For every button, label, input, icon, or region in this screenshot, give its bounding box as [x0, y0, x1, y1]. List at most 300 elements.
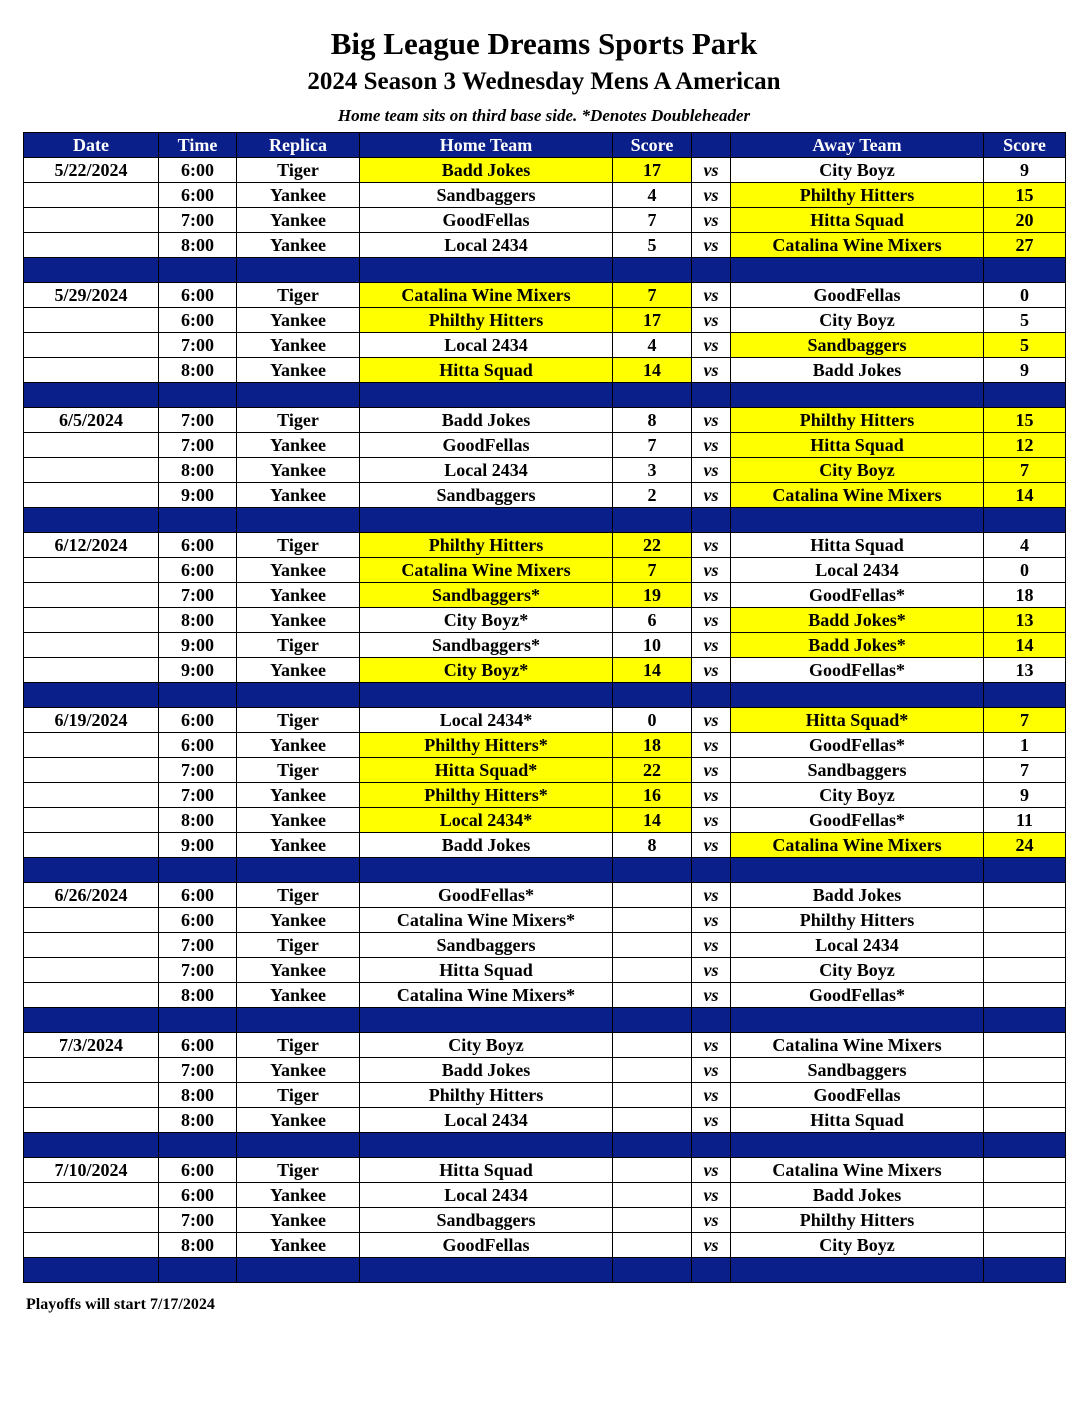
separator-cell — [613, 1133, 692, 1158]
separator-cell — [613, 1258, 692, 1283]
away-team: Catalina Wine Mixers — [731, 233, 984, 258]
home-team: Catalina Wine Mixers* — [360, 908, 613, 933]
away-score: 14 — [984, 633, 1066, 658]
game-date — [24, 633, 159, 658]
separator-cell — [159, 383, 237, 408]
home-score — [613, 1183, 692, 1208]
home-score — [613, 1158, 692, 1183]
column-header-date: Date — [24, 133, 159, 158]
home-team: Philthy Hitters — [360, 308, 613, 333]
table-row — [24, 1158, 1066, 1183]
table-row — [24, 908, 1066, 933]
separator-cell — [613, 683, 692, 708]
table-row — [24, 1108, 1066, 1133]
home-score — [613, 1108, 692, 1133]
away-team: Hitta Squad — [731, 533, 984, 558]
separator-cell — [692, 858, 731, 883]
separator-cell — [360, 1133, 613, 1158]
game-time: 6:00 — [159, 908, 237, 933]
table-row — [24, 1233, 1066, 1258]
home-team: Philthy Hitters* — [360, 783, 613, 808]
away-team: GoodFellas* — [731, 658, 984, 683]
vs-label: vs — [692, 833, 731, 858]
away-team: Hitta Squad — [731, 1108, 984, 1133]
separator-cell — [984, 1258, 1066, 1283]
table-row — [24, 483, 1066, 508]
game-time: 8:00 — [159, 1108, 237, 1133]
field-replica: Yankee — [237, 658, 360, 683]
field-replica: Yankee — [237, 1233, 360, 1258]
home-score: 8 — [613, 833, 692, 858]
separator-cell — [692, 1008, 731, 1033]
separator-cell — [159, 683, 237, 708]
home-team: GoodFellas — [360, 208, 613, 233]
away-team: GoodFellas — [731, 1083, 984, 1108]
away-score: 11 — [984, 808, 1066, 833]
home-team: Local 2434 — [360, 233, 613, 258]
game-time: 8:00 — [159, 358, 237, 383]
away-score: 9 — [984, 158, 1066, 183]
field-replica: Yankee — [237, 958, 360, 983]
home-team: City Boyz* — [360, 658, 613, 683]
table-row — [24, 983, 1066, 1008]
home-team: Hitta Squad* — [360, 758, 613, 783]
field-replica: Yankee — [237, 333, 360, 358]
away-team: Philthy Hitters — [731, 183, 984, 208]
home-score — [613, 1233, 692, 1258]
home-score: 4 — [613, 333, 692, 358]
home-score: 7 — [613, 208, 692, 233]
table-row — [24, 1083, 1066, 1108]
vs-label: vs — [692, 533, 731, 558]
home-score: 17 — [613, 308, 692, 333]
separator-cell — [984, 258, 1066, 283]
away-team: City Boyz — [731, 308, 984, 333]
table-row — [24, 1058, 1066, 1083]
game-time: 6:00 — [159, 183, 237, 208]
field-replica: Yankee — [237, 1058, 360, 1083]
away-score: 13 — [984, 658, 1066, 683]
away-score: 0 — [984, 558, 1066, 583]
separator-cell — [731, 1258, 984, 1283]
vs-label: vs — [692, 333, 731, 358]
game-date — [24, 758, 159, 783]
away-team: Badd Jokes* — [731, 633, 984, 658]
separator-cell — [984, 1008, 1066, 1033]
game-date — [24, 733, 159, 758]
vs-label: vs — [692, 933, 731, 958]
vs-label: vs — [692, 233, 731, 258]
game-time: 8:00 — [159, 983, 237, 1008]
separator-cell — [237, 1133, 360, 1158]
game-time: 7:00 — [159, 583, 237, 608]
home-team: GoodFellas — [360, 1233, 613, 1258]
home-score — [613, 883, 692, 908]
home-score: 5 — [613, 233, 692, 258]
separator-cell — [692, 1133, 731, 1158]
home-team: Catalina Wine Mixers — [360, 283, 613, 308]
vs-label: vs — [692, 458, 731, 483]
table-header-row — [24, 133, 1066, 158]
field-replica: Tiger — [237, 158, 360, 183]
separator-cell — [731, 1133, 984, 1158]
home-score — [613, 1083, 692, 1108]
away-score: 5 — [984, 333, 1066, 358]
game-date — [24, 783, 159, 808]
home-score: 22 — [613, 533, 692, 558]
home-team: Philthy Hitters* — [360, 733, 613, 758]
away-score — [984, 1183, 1066, 1208]
home-team: Badd Jokes — [360, 1058, 613, 1083]
game-time: 6:00 — [159, 1033, 237, 1058]
separator-cell — [24, 508, 159, 533]
game-date: 5/22/2024 — [24, 158, 159, 183]
game-time: 8:00 — [159, 233, 237, 258]
home-score — [613, 1033, 692, 1058]
table-row — [24, 958, 1066, 983]
field-replica: Yankee — [237, 433, 360, 458]
vs-label: vs — [692, 1058, 731, 1083]
away-score: 12 — [984, 433, 1066, 458]
separator-cell — [731, 508, 984, 533]
vs-label: vs — [692, 558, 731, 583]
column-header-time: Time — [159, 133, 237, 158]
vs-label: vs — [692, 733, 731, 758]
home-score: 3 — [613, 458, 692, 483]
table-row — [24, 1208, 1066, 1233]
home-score: 8 — [613, 408, 692, 433]
home-score: 0 — [613, 708, 692, 733]
vs-label: vs — [692, 1208, 731, 1233]
away-team: City Boyz — [731, 158, 984, 183]
field-replica: Tiger — [237, 1033, 360, 1058]
separator-cell — [984, 383, 1066, 408]
away-score: 4 — [984, 533, 1066, 558]
game-date — [24, 833, 159, 858]
vs-label: vs — [692, 1083, 731, 1108]
game-date — [24, 458, 159, 483]
field-replica: Tiger — [237, 633, 360, 658]
game-time: 7:00 — [159, 933, 237, 958]
away-score: 7 — [984, 758, 1066, 783]
away-team: Catalina Wine Mixers — [731, 483, 984, 508]
table-row — [24, 758, 1066, 783]
game-date — [24, 358, 159, 383]
field-replica: Tiger — [237, 1083, 360, 1108]
vs-label: vs — [692, 708, 731, 733]
table-row — [24, 733, 1066, 758]
vs-label: vs — [692, 158, 731, 183]
away-score: 27 — [984, 233, 1066, 258]
field-replica: Yankee — [237, 558, 360, 583]
game-time: 9:00 — [159, 833, 237, 858]
column-header-home-team: Home Team — [360, 133, 613, 158]
field-replica: Tiger — [237, 533, 360, 558]
game-time: 6:00 — [159, 533, 237, 558]
away-score: 18 — [984, 583, 1066, 608]
away-score — [984, 1108, 1066, 1133]
separator-cell — [237, 258, 360, 283]
table-row — [24, 283, 1066, 308]
game-date — [24, 483, 159, 508]
home-score — [613, 1058, 692, 1083]
separator-cell — [984, 683, 1066, 708]
game-time: 9:00 — [159, 483, 237, 508]
separator-cell — [237, 1258, 360, 1283]
home-score — [613, 1208, 692, 1233]
away-team: Catalina Wine Mixers — [731, 1158, 984, 1183]
away-score: 7 — [984, 708, 1066, 733]
away-score: 7 — [984, 458, 1066, 483]
away-score: 9 — [984, 358, 1066, 383]
separator-cell — [24, 1008, 159, 1033]
week-separator-row — [24, 258, 1066, 283]
column-header-away-score: Score — [984, 133, 1066, 158]
vs-label: vs — [692, 808, 731, 833]
page-title: Big League Dreams Sports Park — [330, 26, 758, 61]
vs-label: vs — [692, 433, 731, 458]
separator-cell — [360, 508, 613, 533]
away-team: City Boyz — [731, 783, 984, 808]
table-row — [24, 808, 1066, 833]
week-separator-row — [24, 508, 1066, 533]
away-score: 20 — [984, 208, 1066, 233]
game-date — [24, 608, 159, 633]
away-team: GoodFellas* — [731, 733, 984, 758]
away-team: Hitta Squad — [731, 208, 984, 233]
separator-cell — [360, 1258, 613, 1283]
away-score — [984, 1208, 1066, 1233]
away-team: Badd Jokes* — [731, 608, 984, 633]
game-time: 6:00 — [159, 1158, 237, 1183]
home-score: 22 — [613, 758, 692, 783]
field-replica: Yankee — [237, 1183, 360, 1208]
game-time: 8:00 — [159, 1083, 237, 1108]
away-team: Philthy Hitters — [731, 908, 984, 933]
away-score: 5 — [984, 308, 1066, 333]
table-row — [24, 658, 1066, 683]
separator-cell — [731, 1008, 984, 1033]
game-date — [24, 1083, 159, 1108]
away-team: Catalina Wine Mixers — [731, 1033, 984, 1058]
game-time: 8:00 — [159, 458, 237, 483]
column-header-vs — [692, 133, 731, 158]
field-replica: Yankee — [237, 808, 360, 833]
home-team: GoodFellas* — [360, 883, 613, 908]
game-date: 5/29/2024 — [24, 283, 159, 308]
separator-cell — [613, 508, 692, 533]
away-team: Sandbaggers — [731, 1058, 984, 1083]
separator-cell — [692, 508, 731, 533]
table-row — [24, 333, 1066, 358]
table-row — [24, 833, 1066, 858]
week-separator-row — [24, 383, 1066, 408]
home-score: 10 — [613, 633, 692, 658]
home-team: Local 2434 — [360, 1183, 613, 1208]
game-date — [24, 1233, 159, 1258]
separator-cell — [237, 683, 360, 708]
field-replica: Yankee — [237, 183, 360, 208]
away-team: Badd Jokes — [731, 358, 984, 383]
separator-cell — [731, 258, 984, 283]
game-date — [24, 558, 159, 583]
schedule-body — [24, 158, 1066, 1283]
game-date: 6/26/2024 — [24, 883, 159, 908]
game-date — [24, 583, 159, 608]
vs-label: vs — [692, 183, 731, 208]
away-team: GoodFellas — [731, 283, 984, 308]
separator-cell — [731, 683, 984, 708]
field-replica: Yankee — [237, 733, 360, 758]
field-replica: Yankee — [237, 608, 360, 633]
home-score: 7 — [613, 433, 692, 458]
field-replica: Yankee — [237, 308, 360, 333]
vs-label: vs — [692, 1233, 731, 1258]
page-subtitle: 2024 Season 3 Wednesday Mens A American — [307, 68, 781, 95]
away-score: 13 — [984, 608, 1066, 633]
home-team: Hitta Squad — [360, 1158, 613, 1183]
away-team: GoodFellas* — [731, 808, 984, 833]
home-team: Local 2434* — [360, 808, 613, 833]
home-team: Sandbaggers — [360, 933, 613, 958]
week-separator-row — [24, 1133, 1066, 1158]
away-score — [984, 1233, 1066, 1258]
table-row — [24, 183, 1066, 208]
field-replica: Tiger — [237, 283, 360, 308]
separator-cell — [692, 383, 731, 408]
game-time: 9:00 — [159, 658, 237, 683]
away-score — [984, 1058, 1066, 1083]
game-date: 6/5/2024 — [24, 408, 159, 433]
separator-cell — [237, 508, 360, 533]
field-replica: Yankee — [237, 783, 360, 808]
table-row — [24, 608, 1066, 633]
separator-cell — [360, 858, 613, 883]
separator-cell — [24, 1133, 159, 1158]
vs-label: vs — [692, 608, 731, 633]
away-team: Local 2434 — [731, 933, 984, 958]
away-score: 15 — [984, 408, 1066, 433]
field-replica: Yankee — [237, 1108, 360, 1133]
game-date — [24, 958, 159, 983]
away-team: GoodFellas* — [731, 583, 984, 608]
week-separator-row — [24, 1008, 1066, 1033]
vs-label: vs — [692, 1033, 731, 1058]
separator-cell — [159, 1258, 237, 1283]
away-score — [984, 983, 1066, 1008]
vs-label: vs — [692, 1158, 731, 1183]
separator-cell — [360, 683, 613, 708]
game-time: 8:00 — [159, 808, 237, 833]
table-row — [24, 408, 1066, 433]
away-score — [984, 1033, 1066, 1058]
separator-cell — [984, 1133, 1066, 1158]
separator-cell — [984, 858, 1066, 883]
field-replica: Tiger — [237, 883, 360, 908]
home-score — [613, 908, 692, 933]
table-row — [24, 1183, 1066, 1208]
game-time: 6:00 — [159, 708, 237, 733]
away-team: Hitta Squad — [731, 433, 984, 458]
game-time: 8:00 — [159, 1233, 237, 1258]
separator-cell — [159, 258, 237, 283]
vs-label: vs — [692, 408, 731, 433]
table-row — [24, 1033, 1066, 1058]
game-date — [24, 183, 159, 208]
vs-label: vs — [692, 308, 731, 333]
separator-cell — [360, 258, 613, 283]
home-team: Philthy Hitters — [360, 1083, 613, 1108]
vs-label: vs — [692, 283, 731, 308]
away-team: City Boyz — [731, 1233, 984, 1258]
away-team: Local 2434 — [731, 558, 984, 583]
away-team: City Boyz — [731, 458, 984, 483]
home-score: 2 — [613, 483, 692, 508]
home-team: Badd Jokes — [360, 408, 613, 433]
separator-cell — [613, 258, 692, 283]
game-date: 6/12/2024 — [24, 533, 159, 558]
away-score — [984, 883, 1066, 908]
separator-cell — [159, 858, 237, 883]
home-score: 17 — [613, 158, 692, 183]
away-team: GoodFellas* — [731, 983, 984, 1008]
column-header-home-score: Score — [613, 133, 692, 158]
separator-cell — [692, 683, 731, 708]
home-score — [613, 958, 692, 983]
field-replica: Yankee — [237, 583, 360, 608]
away-team: Catalina Wine Mixers — [731, 833, 984, 858]
separator-cell — [613, 383, 692, 408]
home-score: 7 — [613, 558, 692, 583]
separator-cell — [24, 858, 159, 883]
field-replica: Yankee — [237, 358, 360, 383]
away-score — [984, 908, 1066, 933]
game-date — [24, 983, 159, 1008]
away-score — [984, 1083, 1066, 1108]
field-replica: Tiger — [237, 1158, 360, 1183]
separator-cell — [24, 383, 159, 408]
table-row — [24, 358, 1066, 383]
game-date — [24, 1208, 159, 1233]
field-replica: Tiger — [237, 408, 360, 433]
field-replica: Yankee — [237, 908, 360, 933]
schedule-table — [23, 132, 1066, 1283]
home-score: 14 — [613, 358, 692, 383]
table-row — [24, 233, 1066, 258]
away-team: Hitta Squad* — [731, 708, 984, 733]
home-team: Philthy Hitters — [360, 533, 613, 558]
game-date: 6/19/2024 — [24, 708, 159, 733]
game-time: 6:00 — [159, 308, 237, 333]
separator-cell — [237, 383, 360, 408]
separator-cell — [24, 258, 159, 283]
away-score: 24 — [984, 833, 1066, 858]
game-time: 6:00 — [159, 558, 237, 583]
home-team: GoodFellas — [360, 433, 613, 458]
home-score: 14 — [613, 658, 692, 683]
game-time: 7:00 — [159, 1208, 237, 1233]
field-replica: Tiger — [237, 708, 360, 733]
field-replica: Yankee — [237, 483, 360, 508]
vs-label: vs — [692, 958, 731, 983]
table-row — [24, 533, 1066, 558]
table-row — [24, 558, 1066, 583]
game-date — [24, 658, 159, 683]
vs-label: vs — [692, 208, 731, 233]
game-time: 8:00 — [159, 608, 237, 633]
home-team: Sandbaggers* — [360, 583, 613, 608]
game-time: 7:00 — [159, 408, 237, 433]
